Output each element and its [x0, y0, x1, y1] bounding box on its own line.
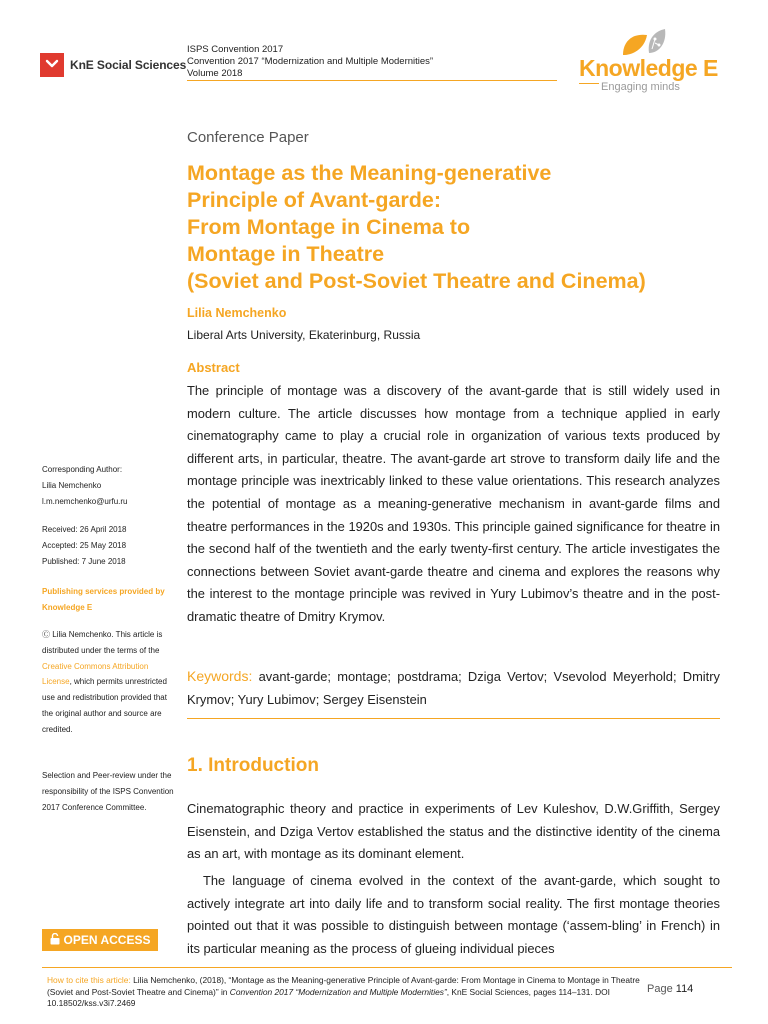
journal-line: Volume 2018 [187, 68, 243, 79]
abstract-heading: Abstract [187, 360, 240, 375]
publishing-services-text: Publishing services provided by Knowledge E [42, 587, 165, 612]
journal-line: Convention 2017 “Modernization and Multiple Modernities” [187, 56, 434, 67]
received-date: Received: 26 April 2018 [42, 525, 127, 534]
introduction-paragraph: Cinematographic theory and practice in experiments of Lev Kuleshov, D.W.Griffith, Sergey Eisenstein, and Dziga Vertov established the status and the distinctive identity of the cinema as an art, with montage as its dominant element. [187, 801, 720, 862]
keywords-label: Keywords: [187, 668, 253, 684]
keywords-divider [187, 718, 720, 719]
title-line: From Montage in Cinema to [187, 215, 471, 239]
citation [47, 975, 647, 1010]
abstract-text: The principle of montage was a discovery of the avant-garde that is still widely used in modern culture. The article discusses how montage from a technique applied in early cinematography came to play a crucial role in organization of various texts produced by different arts, in particular, theatre. The avant-garde art strove to transform daily life and the montage principle was inextricably linked to these value orientations. This research analyzes the potential of montage as a meaning-generative mechanism in avant-garde films and theatre performances in the 1920s and 1930s. This principle gained significance for theatre in the second half of the twentieth and the early twenty-first century. The article investigates the connections between Soviet avant-garde theatre and cinema and explores the reasons why the interest to the montage principle was revived in Yury Lubimov’s theatre and in the post-dramatic theatre of Dmitry Krymov. [187, 383, 720, 624]
corr-name: Lilia Nemchenko [42, 480, 102, 490]
corresponding-author [42, 462, 174, 509]
header-divider [187, 80, 557, 81]
article-dates [42, 522, 174, 569]
open-access-badge [42, 929, 158, 951]
journal-line: ISPS Convention 2017 [187, 44, 284, 55]
page-number [647, 983, 693, 995]
title-line: Montage in Theatre [187, 242, 385, 266]
license-notice [42, 627, 174, 738]
published-date: Published: 7 June 2018 [42, 556, 126, 566]
footer-divider [42, 967, 732, 968]
license-text: Lilia Nemchenko. This article is distributed under the terms of the [42, 630, 163, 655]
title-line: (Soviet and Post-Soviet Theatre and Cinema) [187, 269, 646, 293]
brand-divider [579, 83, 599, 84]
kne-logo-icon [40, 53, 64, 77]
copyright-icon: Ⓒ [42, 630, 50, 639]
introduction-heading: 1. Introduction [187, 755, 319, 776]
author-name: Lilia Nemchenko [187, 306, 287, 320]
open-lock-icon [50, 933, 60, 948]
kne-logo-text: KnE Social Sciences [70, 58, 187, 72]
kne-social-sciences-logo [40, 53, 186, 77]
introduction-paragraph: The language of cinema evolved in the context of the avant-garde, which sought to actively integrate art into daily life and to transform social reality. The first montage theories pointed out that it was possible to distinguish between montage (‘assem-bling’ in French) in its particular meaning as the process of glueing individual pieces [187, 873, 720, 956]
corr-email[interactable]: l.m.nemchenko@urfu.ru [42, 496, 128, 506]
keywords [187, 665, 720, 711]
paper-title [187, 160, 727, 295]
citation-text: Lilia Nemchenko, (2018), “Montage as the Meaning-generative Principle of Avant-garde: From Montage in Cinema to Montage in Theatre (Soviet and Post-Soviet Theatre and Cinema)” in [47, 975, 640, 997]
accepted-date: Accepted: 25 May 2018 [42, 540, 127, 550]
author-affiliation: Liberal Arts University, Ekaterinburg, Russia [187, 328, 421, 342]
brand-tagline: Engaging minds [601, 81, 680, 93]
keywords-text: avant-garde; montage; postdrama; Dziga Vertov; Vsevolod Meyerhold; Dmitry Krymov; Yury Lubimov; Sergey Eisenstein [187, 669, 720, 707]
corr-label: Corresponding Author: [42, 465, 123, 474]
publishing-services [42, 584, 174, 616]
brand-name: Knowledge E [579, 55, 718, 81]
leaf-circuit-icon [619, 27, 667, 57]
title-line: Montage as the Meaning-generative [187, 161, 552, 185]
title-line: Principle of Avant-garde: [187, 188, 442, 212]
peer-review-notice [42, 768, 174, 815]
citation-volume: Convention 2017 “Modernization and Multiple Modernities” [229, 986, 447, 997]
article-type-label: Conference Paper [187, 129, 309, 146]
page-label: Page [647, 983, 673, 995]
peer-review-text: Selection and Peer-review under the responsibility of the ISPS Convention 2017 Conference Committee. [42, 771, 174, 812]
citation-label: How to cite this article: [47, 975, 131, 985]
knowledge-e-logo [579, 27, 719, 97]
license-text-tail: , which permits unrestricted use and redistribution provided that the original author and source are credited. [42, 677, 167, 734]
license-link[interactable]: Creative Commons Attribution License [42, 661, 149, 687]
page-value: 114 [675, 983, 694, 995]
citation-tail: , KnE Social Sciences, pages 114–131. DOI 10.18502/kss.v3i7.2469 [47, 986, 611, 1008]
open-access-label: OPEN ACCESS [63, 933, 151, 947]
journal-info [187, 44, 433, 80]
